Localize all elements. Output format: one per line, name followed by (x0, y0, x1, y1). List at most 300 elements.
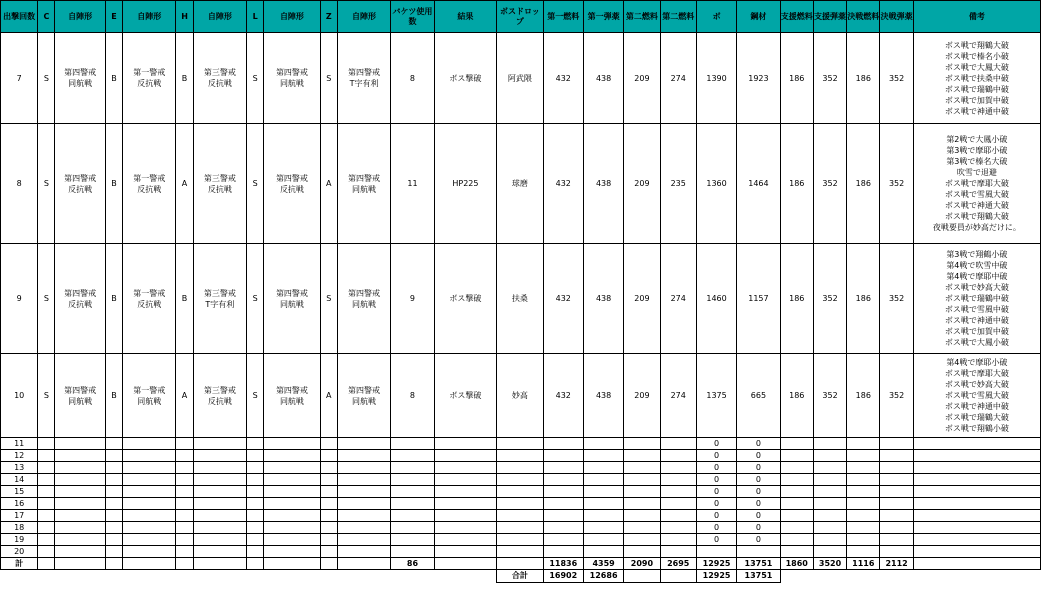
header-cell[interactable]: 第二燃料 (624, 1, 660, 33)
cell[interactable] (780, 462, 813, 474)
cell[interactable] (434, 522, 497, 534)
cell[interactable] (38, 534, 55, 546)
cell[interactable] (847, 534, 880, 546)
header-cell[interactable]: 備考 (913, 1, 1040, 33)
cell[interactable] (176, 558, 193, 570)
cell[interactable]: 第三警戒 反抗戦 (193, 124, 246, 244)
cell[interactable] (176, 450, 193, 462)
cell[interactable] (624, 522, 660, 534)
cell[interactable] (913, 486, 1040, 498)
cell[interactable] (193, 450, 246, 462)
cell[interactable]: 4359 (583, 558, 623, 570)
cell[interactable] (497, 558, 543, 570)
cell[interactable] (660, 462, 696, 474)
cell[interactable] (123, 558, 176, 570)
cell[interactable] (105, 438, 122, 450)
cell[interactable] (543, 450, 583, 462)
cell[interactable] (434, 474, 497, 486)
cell[interactable] (847, 570, 880, 583)
cell[interactable] (543, 498, 583, 510)
cell[interactable]: S (247, 33, 264, 124)
header-cell[interactable]: 鋼材 (737, 1, 780, 33)
cell[interactable]: 阿武隈 (497, 33, 543, 124)
cell[interactable]: 第四警戒 反抗戦 (55, 244, 105, 354)
cell[interactable]: 274 (660, 33, 696, 124)
cell[interactable] (337, 522, 390, 534)
cell[interactable]: 186 (780, 354, 813, 438)
cell[interactable] (264, 498, 320, 510)
cell[interactable]: 438 (583, 33, 623, 124)
cell[interactable] (320, 570, 337, 583)
cell[interactable] (193, 462, 246, 474)
cell[interactable] (176, 498, 193, 510)
cell[interactable] (880, 438, 913, 450)
cell[interactable]: 1390 (696, 33, 736, 124)
header-cell[interactable]: 決戦燃料 (847, 1, 880, 33)
cell[interactable] (55, 522, 105, 534)
cell[interactable]: 1157 (737, 244, 780, 354)
cell[interactable] (624, 546, 660, 558)
cell[interactable]: 第四警戒 同航戦 (55, 33, 105, 124)
cell[interactable]: S (247, 124, 264, 244)
cell[interactable] (337, 438, 390, 450)
cell[interactable]: 352 (813, 354, 846, 438)
cell[interactable]: 1360 (696, 124, 736, 244)
header-cell[interactable]: 決戦弾薬 (880, 1, 913, 33)
cell[interactable] (320, 558, 337, 570)
cell[interactable] (583, 450, 623, 462)
cell[interactable] (337, 474, 390, 486)
cell[interactable] (337, 558, 390, 570)
cell[interactable] (1, 570, 38, 583)
cell[interactable] (176, 438, 193, 450)
cell[interactable] (391, 546, 434, 558)
cell[interactable]: 11 (1, 438, 38, 450)
cell[interactable] (264, 510, 320, 522)
cell[interactable] (123, 498, 176, 510)
cell[interactable] (660, 498, 696, 510)
cell[interactable] (660, 510, 696, 522)
cell[interactable] (193, 534, 246, 546)
cell[interactable]: 186 (847, 33, 880, 124)
cell[interactable]: 第四警戒 反抗戦 (264, 124, 320, 244)
cell[interactable] (880, 462, 913, 474)
cell[interactable]: 0 (737, 510, 780, 522)
cell[interactable] (38, 522, 55, 534)
cell[interactable] (320, 522, 337, 534)
cell[interactable] (543, 546, 583, 558)
cell[interactable] (813, 462, 846, 474)
cell[interactable]: 352 (813, 124, 846, 244)
cell[interactable]: 12686 (583, 570, 623, 583)
notes-cell[interactable] (913, 33, 1040, 124)
cell[interactable]: B (105, 124, 122, 244)
cell[interactable] (38, 498, 55, 510)
cell[interactable] (813, 522, 846, 534)
cell[interactable] (337, 450, 390, 462)
cell[interactable] (247, 570, 264, 583)
cell[interactable]: 0 (737, 474, 780, 486)
cell[interactable]: 1375 (696, 354, 736, 438)
cell[interactable] (497, 450, 543, 462)
cell[interactable]: B (105, 33, 122, 124)
cell[interactable]: 352 (813, 244, 846, 354)
cell[interactable] (123, 534, 176, 546)
cell[interactable] (543, 462, 583, 474)
cell[interactable]: 186 (780, 244, 813, 354)
cell[interactable]: S (38, 354, 55, 438)
cell[interactable] (624, 450, 660, 462)
cell[interactable] (497, 486, 543, 498)
cell[interactable] (780, 486, 813, 498)
cell[interactable]: S (38, 244, 55, 354)
cell[interactable] (247, 438, 264, 450)
cell[interactable]: 186 (780, 124, 813, 244)
cell[interactable]: 209 (624, 124, 660, 244)
cell[interactable] (624, 462, 660, 474)
header-cell[interactable]: 第二燃料 (660, 1, 696, 33)
cell[interactable]: 352 (880, 354, 913, 438)
cell[interactable]: 0 (737, 522, 780, 534)
cell[interactable] (543, 486, 583, 498)
cell[interactable] (847, 450, 880, 462)
cell[interactable]: 0 (696, 486, 736, 498)
cell[interactable] (247, 486, 264, 498)
cell[interactable]: 1860 (780, 558, 813, 570)
cell[interactable] (247, 462, 264, 474)
cell[interactable] (880, 546, 913, 558)
cell[interactable] (780, 498, 813, 510)
cell[interactable] (105, 450, 122, 462)
cell[interactable] (543, 510, 583, 522)
cell[interactable] (813, 450, 846, 462)
cell[interactable]: 438 (583, 244, 623, 354)
cell[interactable] (320, 450, 337, 462)
cell[interactable] (320, 510, 337, 522)
cell[interactable] (320, 498, 337, 510)
cell[interactable]: 第四警戒 同航戦 (337, 124, 390, 244)
cell[interactable]: 2695 (660, 558, 696, 570)
cell[interactable]: B (176, 33, 193, 124)
cell[interactable]: HP225 (434, 124, 497, 244)
cell[interactable] (105, 462, 122, 474)
cell[interactable]: 274 (660, 354, 696, 438)
cell[interactable]: 計 (1, 558, 38, 570)
header-cell[interactable]: ボ (696, 1, 736, 33)
cell[interactable]: A (176, 354, 193, 438)
cell[interactable]: 14 (1, 474, 38, 486)
cell[interactable]: 186 (847, 354, 880, 438)
cell[interactable]: 665 (737, 354, 780, 438)
cell[interactable]: 0 (737, 462, 780, 474)
cell[interactable] (55, 558, 105, 570)
cell[interactable]: 186 (847, 124, 880, 244)
cell[interactable] (193, 510, 246, 522)
cell[interactable]: 第四警戒 同航戦 (264, 244, 320, 354)
cell[interactable]: 0 (696, 510, 736, 522)
cell[interactable] (391, 462, 434, 474)
cell[interactable]: S (38, 124, 55, 244)
cell[interactable] (105, 558, 122, 570)
cell[interactable] (123, 438, 176, 450)
cell[interactable] (337, 510, 390, 522)
cell[interactable] (391, 474, 434, 486)
cell[interactable] (660, 486, 696, 498)
cell[interactable] (543, 534, 583, 546)
cell[interactable] (813, 570, 846, 583)
cell[interactable]: S (247, 354, 264, 438)
cell[interactable]: 8 (391, 33, 434, 124)
cell[interactable]: 2112 (880, 558, 913, 570)
cell[interactable] (391, 438, 434, 450)
cell[interactable] (247, 510, 264, 522)
cell[interactable] (913, 438, 1040, 450)
header-cell[interactable]: 支援燃料 (780, 1, 813, 33)
cell[interactable]: 第四警戒 反抗戦 (55, 124, 105, 244)
cell[interactable] (813, 486, 846, 498)
cell[interactable] (391, 570, 434, 583)
cell[interactable] (624, 474, 660, 486)
cell[interactable] (624, 486, 660, 498)
cell[interactable] (320, 486, 337, 498)
cell[interactable]: 352 (880, 33, 913, 124)
cell[interactable] (660, 570, 696, 583)
cell[interactable] (434, 534, 497, 546)
cell[interactable] (847, 486, 880, 498)
cell[interactable] (193, 486, 246, 498)
cell[interactable]: 209 (624, 33, 660, 124)
cell[interactable] (391, 498, 434, 510)
cell[interactable] (913, 546, 1040, 558)
notes-cell[interactable] (913, 354, 1040, 438)
cell[interactable] (813, 438, 846, 450)
header-cell[interactable]: 自陣形 (55, 1, 105, 33)
cell[interactable] (847, 438, 880, 450)
cell[interactable]: 第四警戒 同航戦 (337, 354, 390, 438)
cell[interactable]: 0 (696, 462, 736, 474)
cell[interactable] (780, 522, 813, 534)
cell[interactable] (583, 498, 623, 510)
cell[interactable] (780, 510, 813, 522)
cell[interactable] (543, 438, 583, 450)
cell[interactable]: S (320, 244, 337, 354)
cell[interactable] (880, 450, 913, 462)
cell[interactable] (123, 462, 176, 474)
cell[interactable] (193, 438, 246, 450)
cell[interactable] (123, 546, 176, 558)
cell[interactable]: 9 (391, 244, 434, 354)
cell[interactable] (780, 534, 813, 546)
cell[interactable] (583, 474, 623, 486)
cell[interactable] (247, 522, 264, 534)
cell[interactable] (913, 570, 1040, 583)
cell[interactable] (105, 522, 122, 534)
cell[interactable]: 11836 (543, 558, 583, 570)
cell[interactable] (880, 498, 913, 510)
header-cell[interactable]: L (247, 1, 264, 33)
cell[interactable] (880, 486, 913, 498)
cell[interactable] (434, 438, 497, 450)
header-cell[interactable]: Z (320, 1, 337, 33)
cell[interactable] (813, 534, 846, 546)
cell[interactable]: 86 (391, 558, 434, 570)
cell[interactable] (247, 534, 264, 546)
cell[interactable] (624, 510, 660, 522)
cell[interactable] (847, 522, 880, 534)
cell[interactable] (497, 474, 543, 486)
cell[interactable] (847, 546, 880, 558)
cell[interactable] (247, 546, 264, 558)
cell[interactable]: 18 (1, 522, 38, 534)
cell[interactable] (176, 510, 193, 522)
cell[interactable] (660, 450, 696, 462)
cell[interactable]: 10 (1, 354, 38, 438)
cell[interactable] (264, 462, 320, 474)
cell[interactable] (497, 510, 543, 522)
header-cell[interactable]: 支援弾薬 (813, 1, 846, 33)
cell[interactable]: ボス撃破 (434, 354, 497, 438)
cell[interactable]: 1464 (737, 124, 780, 244)
cell[interactable]: 352 (880, 244, 913, 354)
cell[interactable] (583, 438, 623, 450)
cell[interactable]: 第四警戒 同航戦 (264, 354, 320, 438)
cell[interactable] (660, 546, 696, 558)
cell[interactable]: 9 (1, 244, 38, 354)
cell[interactable] (780, 546, 813, 558)
cell[interactable]: 合計 (497, 570, 543, 583)
cell[interactable] (264, 450, 320, 462)
header-cell[interactable]: H (176, 1, 193, 33)
cell[interactable]: 0 (696, 522, 736, 534)
cell[interactable] (813, 510, 846, 522)
cell[interactable]: 432 (543, 244, 583, 354)
cell[interactable]: S (38, 33, 55, 124)
cell[interactable]: B (176, 244, 193, 354)
cell[interactable] (813, 546, 846, 558)
cell[interactable]: ボス撃破 (434, 33, 497, 124)
cell[interactable] (38, 570, 55, 583)
cell[interactable] (583, 546, 623, 558)
cell[interactable] (780, 474, 813, 486)
cell[interactable] (583, 486, 623, 498)
cell[interactable] (105, 474, 122, 486)
cell[interactable]: 19 (1, 534, 38, 546)
cell[interactable] (193, 558, 246, 570)
cell[interactable] (583, 522, 623, 534)
cell[interactable] (176, 546, 193, 558)
cell[interactable] (123, 474, 176, 486)
cell[interactable]: 0 (696, 498, 736, 510)
cell[interactable] (123, 450, 176, 462)
cell[interactable] (176, 462, 193, 474)
cell[interactable]: 0 (696, 450, 736, 462)
cell[interactable] (434, 558, 497, 570)
cell[interactable] (123, 510, 176, 522)
cell[interactable] (264, 570, 320, 583)
cell[interactable] (55, 570, 105, 583)
cell[interactable]: 第四警戒 同航戦 (264, 33, 320, 124)
cell[interactable] (264, 438, 320, 450)
cell[interactable]: 第三警戒 T字有利 (193, 244, 246, 354)
cell[interactable]: A (320, 354, 337, 438)
cell[interactable]: 第四警戒 T字有利 (337, 33, 390, 124)
cell[interactable]: 432 (543, 33, 583, 124)
cell[interactable] (176, 570, 193, 583)
cell[interactable] (880, 474, 913, 486)
cell[interactable] (434, 486, 497, 498)
cell[interactable] (847, 510, 880, 522)
cell[interactable]: 11 (391, 124, 434, 244)
cell[interactable] (247, 450, 264, 462)
cell[interactable] (391, 534, 434, 546)
header-cell[interactable]: バケツ使用数 (391, 1, 434, 33)
cell[interactable] (176, 534, 193, 546)
cell[interactable] (543, 474, 583, 486)
cell[interactable]: 0 (696, 474, 736, 486)
cell[interactable]: ボス撃破 (434, 244, 497, 354)
cell[interactable] (624, 534, 660, 546)
cell[interactable] (434, 462, 497, 474)
cell[interactable]: 第一警戒 反抗戦 (123, 124, 176, 244)
cell[interactable] (813, 498, 846, 510)
cell[interactable]: 1116 (847, 558, 880, 570)
cell[interactable] (320, 546, 337, 558)
cell[interactable] (847, 498, 880, 510)
cell[interactable] (264, 558, 320, 570)
cell[interactable] (264, 534, 320, 546)
cell[interactable]: 15 (1, 486, 38, 498)
cell[interactable] (55, 486, 105, 498)
cell[interactable]: 13751 (737, 558, 780, 570)
header-cell[interactable]: 結果 (434, 1, 497, 33)
cell[interactable] (105, 486, 122, 498)
cell[interactable]: B (105, 244, 122, 354)
cell[interactable]: 352 (813, 33, 846, 124)
cell[interactable] (264, 474, 320, 486)
cell[interactable] (320, 474, 337, 486)
cell[interactable]: 第一警戒 反抗戦 (123, 33, 176, 124)
cell[interactable] (583, 534, 623, 546)
cell[interactable] (193, 498, 246, 510)
cell[interactable] (105, 534, 122, 546)
cell[interactable] (660, 474, 696, 486)
cell[interactable] (176, 474, 193, 486)
cell[interactable] (913, 558, 1040, 570)
cell[interactable] (337, 534, 390, 546)
cell[interactable] (193, 522, 246, 534)
cell[interactable] (543, 522, 583, 534)
cell[interactable] (660, 438, 696, 450)
cell[interactable] (780, 570, 813, 583)
cell[interactable] (813, 474, 846, 486)
header-cell[interactable]: 自陣形 (264, 1, 320, 33)
cell[interactable] (264, 522, 320, 534)
cell[interactable] (176, 522, 193, 534)
header-cell[interactable]: 第一弾薬 (583, 1, 623, 33)
cell[interactable]: 12925 (696, 570, 736, 583)
cell[interactable] (497, 522, 543, 534)
cell[interactable] (105, 510, 122, 522)
cell[interactable]: A (176, 124, 193, 244)
cell[interactable] (55, 546, 105, 558)
cell[interactable] (434, 570, 497, 583)
cell[interactable]: 0 (737, 438, 780, 450)
cell[interactable]: 8 (1, 124, 38, 244)
cell[interactable] (696, 546, 736, 558)
cell[interactable] (264, 486, 320, 498)
notes-cell[interactable] (913, 244, 1040, 354)
cell[interactable] (55, 498, 105, 510)
